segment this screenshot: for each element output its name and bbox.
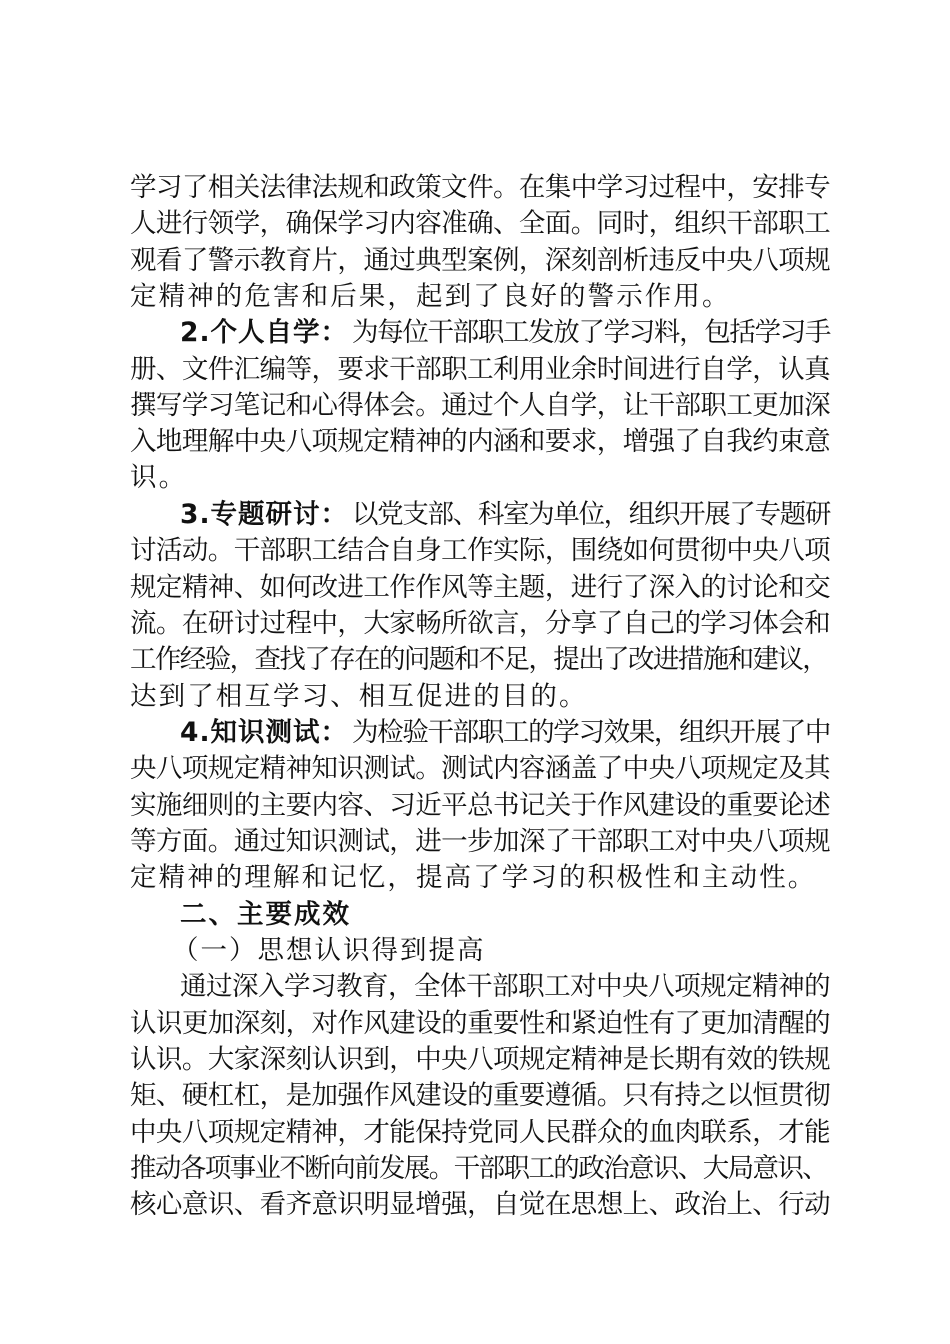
body-text-line: 定精神的危害和后果，起到了良好的警示作用。 xyxy=(130,281,731,312)
list-item-4-first-line xyxy=(180,715,830,751)
section-heading: 二、主要成效 xyxy=(180,899,351,930)
list-item-label: 3.专题研讨： xyxy=(180,499,349,530)
list-item-3-first-line xyxy=(180,497,830,533)
body-text-line: 为每位干部职工发放了学习料，包括学习手 xyxy=(352,317,830,348)
body-text-line: 央八项规定精神知识测试。测试内容涵盖了中央八项规定及其 xyxy=(130,753,830,784)
body-text-line: 认识。大家深刻认识到，中央八项规定精神是长期有效的铁规 xyxy=(130,1044,830,1075)
body-text-line: 达到了相互学习、相互促进的目的。 xyxy=(130,681,588,712)
body-text-line: 为检验干部职工的学习效果，组织开展了中 xyxy=(352,717,830,748)
body-text-line: 推动各项事业不断向前发展。干部职工的政治意识、大局意识、 xyxy=(130,1153,828,1184)
body-text-line: 工作经验，查找了存在的问题和不足，提出了改进措施和建议， xyxy=(130,644,828,675)
body-text-line: 通过深入学习教育，全体干部职工对中央八项规定精神的 xyxy=(180,971,830,1002)
body-text-line: 人进行领学，确保学习内容准确、全面。同时，组织干部职工 xyxy=(130,208,830,239)
body-text-line: 规定精神、如何改进工作作风等主题，进行了深入的讨论和交 xyxy=(130,572,830,603)
body-text-line: 认识更加深刻，对作风建设的重要性和紧迫性有了更加清醒的 xyxy=(130,1008,830,1039)
body-text-line: 观看了警示教育片，通过典型案例，深刻剖析违反中央八项规 xyxy=(130,245,830,276)
list-item-label: 2.个人自学： xyxy=(180,317,349,348)
body-text-line: 实施细则的主要内容、习近平总书记关于作风建设的重要论述 xyxy=(130,790,830,821)
body-text-line: 以党支部、科室为单位，组织开展了专题研 xyxy=(352,499,830,530)
body-text-line: 学习了相关法律法规和政策文件。在集中学习过程中，安排专 xyxy=(130,172,830,203)
subsection-heading: （一）思想认识得到提高 xyxy=(172,935,486,966)
body-text-line: 讨活动。干部职工结合自身工作实际，围绕如何贯彻中央八项 xyxy=(130,535,830,566)
body-text-line: 核心意识、看齐意识明显增强，自觉在思想上、政治上、行动 xyxy=(130,1189,830,1220)
body-text-line: 流。在研讨过程中，大家畅所欲言，分享了自己的学习体会和 xyxy=(130,608,830,639)
body-text-line: 矩、硬杠杠，是加强作风建设的重要遵循。只有持之以恒贯彻 xyxy=(130,1080,830,1111)
body-text-line: 册、文件汇编等，要求干部职工利用业余时间进行自学，认真 xyxy=(130,354,830,385)
body-text-line: 定精神的理解和记忆，提高了学习的积极性和主动性。 xyxy=(130,862,817,893)
body-text-line: 入地理解中央八项规定精神的内涵和要求，增强了自我约束意 xyxy=(130,426,830,457)
body-text-line: 撰写学习笔记和心得体会。通过个人自学，让干部职工更加深 xyxy=(130,390,830,421)
body-text-line: 中央八项规定精神，才能保持党同人民群众的血肉联系，才能 xyxy=(130,1117,830,1148)
list-item-2-first-line xyxy=(180,315,830,351)
body-text-line: 识。 xyxy=(130,462,188,493)
body-text-line: 等方面。通过知识测试，进一步加深了干部职工对中央八项规 xyxy=(130,826,830,857)
list-item-label: 4.知识测试： xyxy=(180,717,349,748)
